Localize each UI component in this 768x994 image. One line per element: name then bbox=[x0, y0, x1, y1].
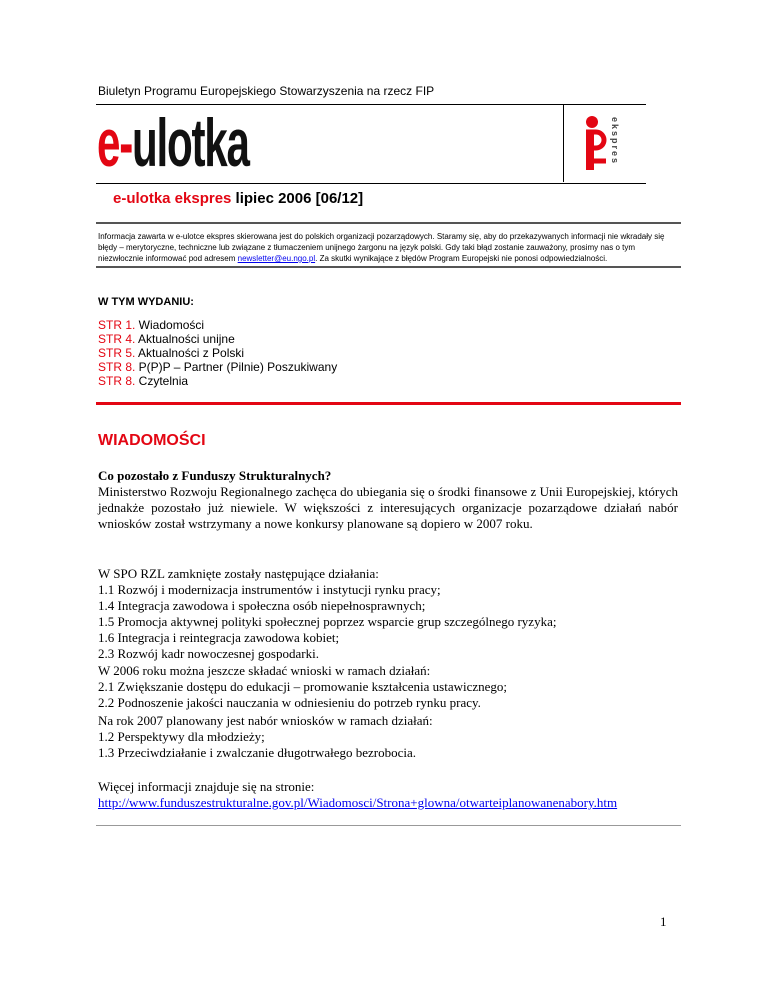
toc-item[interactable] bbox=[98, 318, 337, 332]
planned-heading: Na rok 2007 planowany jest nabór wniosków w ramach działań: bbox=[98, 713, 433, 728]
disclaimer bbox=[98, 231, 680, 264]
issue-line bbox=[113, 190, 363, 207]
toc-item[interactable] bbox=[98, 374, 337, 388]
list-item: 1.5 Promocja aktywnej polityki społecznej poprzez wsparcie grup szczególnego ryzyka; bbox=[98, 614, 557, 629]
toc-item[interactable] bbox=[98, 346, 337, 360]
disclaimer-text-end: . Za skutki wynikające z błędów Program Europejski nie ponosi odpowiedzialności. bbox=[315, 254, 608, 263]
toc-heading: W TYM WYDANIU: bbox=[98, 296, 194, 308]
toc-title: Aktualności z Polski bbox=[135, 346, 245, 360]
masthead-prefix: e- bbox=[97, 105, 133, 181]
list-item: 1.3 Przeciwdziałanie i zwalczanie długotrwałego bezrobocia. bbox=[98, 745, 416, 760]
more-info-text: Więcej informacji znajduje się na stronie: bbox=[98, 779, 315, 794]
masthead-word: ulotka bbox=[132, 105, 249, 181]
issue-date: lipiec 2006 [06/12] bbox=[231, 190, 364, 207]
list-item: 2.2 Podnoszenie jakości nauczania w odniesieniu do potrzeb rynku pracy. bbox=[98, 695, 481, 710]
article-paragraph: Ministerstwo Rozwoju Regionalnego zachęca do ubiegania się o środki finansowe z Unii Europejskiej, których jednakże pozostało już niewiele. W większości z interesujących organizacje pozarządowe działań nabór wniosków został wstrzymany a nowe konkursy planowane są dopiero w 2007 roku. bbox=[98, 484, 678, 531]
divider-disclaimer bbox=[96, 266, 681, 268]
newsletter-email-link[interactable]: newsletter@eu.ngo.pl bbox=[237, 254, 316, 263]
closed-measures bbox=[98, 566, 678, 662]
toc-item[interactable] bbox=[98, 360, 337, 374]
bulletin-title: Biuletyn Programu Europejskiego Stowarzyszenia na rzecz FIP bbox=[98, 84, 435, 98]
more-info bbox=[98, 779, 678, 811]
divider-bottom bbox=[96, 825, 681, 826]
list-item: 1.4 Integracja zawodowa i społeczna osób niepełnosprawnych; bbox=[98, 598, 426, 613]
logo-ekspres-label: ekspres bbox=[610, 117, 620, 166]
funds-website-link[interactable]: http://www.funduszestrukturalne.gov.pl/Wiadomosci/Strona+glowna/otwarteiplanowanenabory.htm bbox=[98, 795, 618, 810]
open-measures bbox=[98, 663, 678, 711]
article-intro bbox=[98, 468, 678, 532]
page-number: 1 bbox=[660, 914, 667, 929]
table-of-contents bbox=[98, 318, 337, 388]
list-item: 1.1 Rozwój i modernizacja instrumentów i instytucji rynku pracy; bbox=[98, 582, 441, 597]
toc-page: STR 4. bbox=[98, 332, 136, 346]
masthead-logo bbox=[97, 102, 249, 184]
toc-item[interactable] bbox=[98, 332, 337, 346]
masthead-divider bbox=[563, 104, 564, 182]
planned-measures bbox=[98, 713, 678, 761]
toc-page: STR 8. bbox=[98, 374, 136, 388]
article-title: Co pozostało z Funduszy Strukturalnych? bbox=[98, 468, 332, 483]
section-divider bbox=[96, 402, 681, 405]
toc-title: Wiadomości bbox=[135, 318, 205, 332]
toc-page: STR 8. bbox=[98, 360, 136, 374]
disclaimer-text: Informacja zawarta w e-ulotce ekspres skierowana jest do polskich organizacji pozarządowych. Staramy się, aby do przekazywanych informacji nie wkradały się błędy – merytoryczne, techniczne lub związane z tłumaczeniem unijnego żargonu na język polski. Gdy taki błąd zostanie zauważony, prosimy nas o tym niezwłocznie informować pod adresem bbox=[98, 232, 665, 263]
list-item: 2.1 Zwiększanie dostępu do edukacji – promowanie kształcenia ustawicznego; bbox=[98, 679, 508, 694]
toc-title: Czytelnia bbox=[135, 374, 189, 388]
list-item: 2.3 Rozwój kadr nowoczesnej gospodarki. bbox=[98, 646, 319, 661]
toc-title: Aktualności unijne bbox=[135, 332, 235, 346]
closed-heading: W SPO RZL zamknięte zostały następujące działania: bbox=[98, 566, 379, 581]
toc-page: STR 5. bbox=[98, 346, 136, 360]
issue-name: e-ulotka ekspres bbox=[113, 190, 232, 207]
divider-top bbox=[96, 222, 681, 224]
toc-page: STR 1. bbox=[98, 318, 136, 332]
section-title: WIADOMOŚCI bbox=[98, 432, 206, 449]
open-heading: W 2006 roku można jeszcze składać wnioski w ramach działań: bbox=[98, 663, 431, 678]
list-item: 1.2 Perspektywy dla młodzieży; bbox=[98, 729, 265, 744]
toc-title: P(P)P – Partner (Pilnie) Poszukiwany bbox=[135, 360, 338, 374]
list-item: 1.6 Integracja i reintegracja zawodowa kobiet; bbox=[98, 630, 340, 645]
